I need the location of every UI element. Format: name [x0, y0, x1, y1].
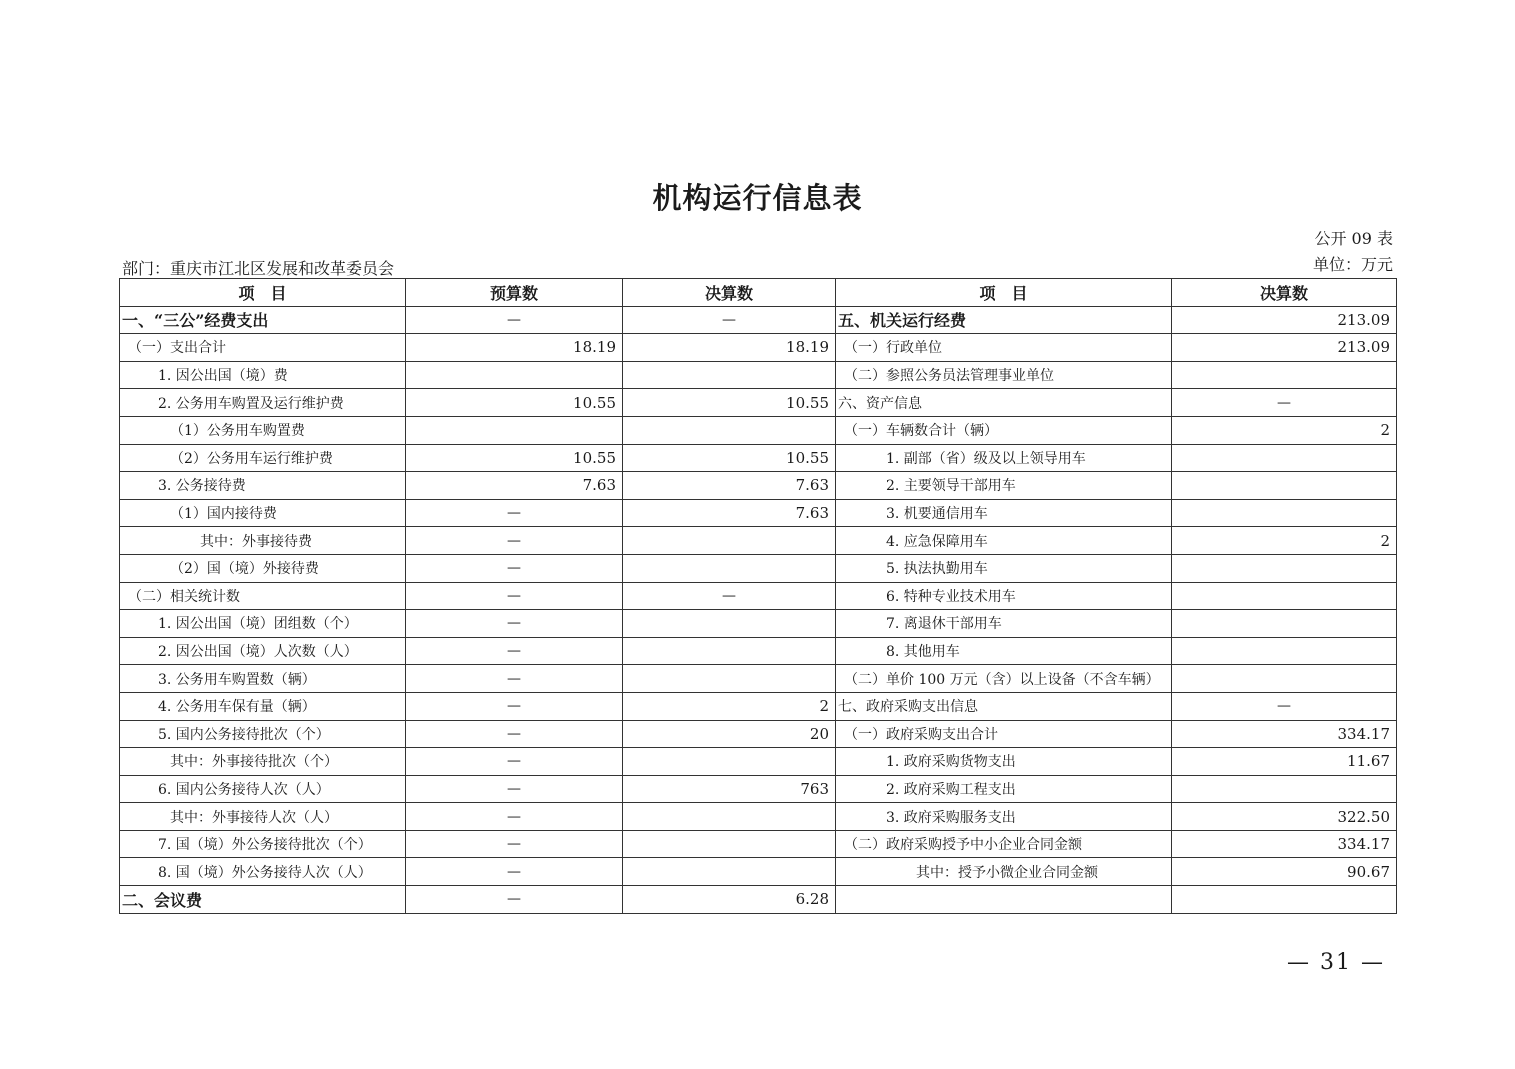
table-row: [120, 554, 1397, 582]
right-item-name: [836, 886, 1172, 914]
right-final-value: [1172, 610, 1397, 638]
right-item-name: 3. 机要通信用车: [836, 499, 1172, 527]
table-row: [120, 582, 1397, 610]
table-row: [120, 692, 1397, 720]
table-row: [120, 637, 1397, 665]
right-final-value: [1172, 499, 1397, 527]
table-row: [120, 610, 1397, 638]
left-item-name: 1. 因公出国（境）费: [120, 361, 406, 389]
left-final-value: [623, 748, 836, 776]
right-final-value: [1172, 582, 1397, 610]
left-final-value: [623, 858, 836, 886]
left-final-value: 10.55: [623, 389, 836, 417]
right-final-value: —: [1172, 389, 1397, 417]
right-final-value: [1172, 554, 1397, 582]
right-item-name: （二）参照公务员法管理事业单位: [836, 361, 1172, 389]
header-budget: 预算数: [406, 279, 623, 307]
right-final-value: 334.17: [1172, 830, 1397, 858]
table-row: [120, 720, 1397, 748]
left-final-value: [623, 803, 836, 831]
table-row: [120, 665, 1397, 693]
left-budget-value: —: [406, 775, 623, 803]
left-item-name: 2. 因公出国（境）人次数（人）: [120, 637, 406, 665]
left-budget-value: —: [406, 306, 623, 334]
right-final-value: [1172, 472, 1397, 500]
left-final-value: [623, 637, 836, 665]
right-final-value: [1172, 444, 1397, 472]
left-budget-value: —: [406, 748, 623, 776]
right-final-value: 322.50: [1172, 803, 1397, 831]
left-budget-value: —: [406, 886, 623, 914]
right-final-value: 2: [1172, 416, 1397, 444]
right-item-name: （二）单价 100 万元（含）以上设备（不含车辆）: [836, 665, 1172, 693]
left-final-value: 10.55: [623, 444, 836, 472]
left-final-value: 2: [623, 692, 836, 720]
table-row: [120, 886, 1397, 914]
left-budget-value: —: [406, 803, 623, 831]
table-row: [120, 361, 1397, 389]
left-budget-value: —: [406, 637, 623, 665]
left-budget-value: —: [406, 499, 623, 527]
right-item-name: 5. 执法执勤用车: [836, 554, 1172, 582]
left-item-name: 5. 国内公务接待批次（个）: [120, 720, 406, 748]
right-item-name: 2. 主要领导干部用车: [836, 472, 1172, 500]
left-item-name: （一）支出合计: [120, 334, 406, 362]
left-item-name: 6. 国内公务接待人次（人）: [120, 775, 406, 803]
right-final-value: 334.17: [1172, 720, 1397, 748]
right-item-name: 五、机关运行经费: [836, 306, 1172, 334]
right-final-value: [1172, 665, 1397, 693]
left-item-name: 2. 公务用车购置及运行维护费: [120, 389, 406, 417]
left-item-name: 3. 公务用车购置数（辆）: [120, 665, 406, 693]
left-budget-value: —: [406, 665, 623, 693]
right-final-value: 213.09: [1172, 306, 1397, 334]
right-item-name: 3. 政府采购服务支出: [836, 803, 1172, 831]
right-item-name: （一）行政单位: [836, 334, 1172, 362]
left-final-value: 20: [623, 720, 836, 748]
table-row: [120, 444, 1397, 472]
table-row: [120, 830, 1397, 858]
right-item-name: 1. 副部（省）级及以上领导用车: [836, 444, 1172, 472]
left-budget-value: —: [406, 610, 623, 638]
header-item-left: 项 目: [120, 279, 406, 307]
header-final-left: 决算数: [623, 279, 836, 307]
left-item-name: 3. 公务接待费: [120, 472, 406, 500]
right-item-name: （二）政府采购授予中小企业合同金额: [836, 830, 1172, 858]
left-final-value: [623, 665, 836, 693]
table-row: [120, 748, 1397, 776]
left-final-value: 7.63: [623, 472, 836, 500]
page-number: — 31 —: [1287, 950, 1385, 975]
left-item-name: （1）国内接待费: [120, 499, 406, 527]
table-row: [120, 472, 1397, 500]
table-row: [120, 499, 1397, 527]
right-item-name: 其中：授予小微企业合同金额: [836, 858, 1172, 886]
right-item-name: （一）车辆数合计（辆）: [836, 416, 1172, 444]
left-budget-value: [406, 416, 623, 444]
left-item-name: 8. 国（境）外公务接待人次（人）: [120, 858, 406, 886]
left-item-name: （二）相关统计数: [120, 582, 406, 610]
left-item-name: 1. 因公出国（境）团组数（个）: [120, 610, 406, 638]
right-item-name: 7. 离退休干部用车: [836, 610, 1172, 638]
left-budget-value: —: [406, 858, 623, 886]
left-item-name: 其中：外事接待批次（个）: [120, 748, 406, 776]
department-label: 部门：重庆市江北区发展和改革委员会: [122, 259, 395, 278]
table-row: [120, 527, 1397, 555]
left-budget-value: —: [406, 692, 623, 720]
left-item-name: 一、“三公”经费支出: [120, 306, 406, 334]
left-final-value: 763: [623, 775, 836, 803]
form-number: 公开 09 表: [1314, 229, 1393, 248]
left-budget-value: —: [406, 527, 623, 555]
right-item-name: 8. 其他用车: [836, 637, 1172, 665]
table-row: [120, 389, 1397, 417]
left-item-name: （2）国（境）外接待费: [120, 554, 406, 582]
table-row: [120, 858, 1397, 886]
left-item-name: 其中：外事接待费: [120, 527, 406, 555]
unit-label: 单位：万元: [1312, 255, 1393, 274]
left-budget-value: —: [406, 554, 623, 582]
left-final-value: —: [623, 582, 836, 610]
table-row: [120, 306, 1397, 334]
header-item-right: 项 目: [836, 279, 1172, 307]
page-title: 机构运行信息表: [652, 181, 863, 215]
right-final-value: [1172, 775, 1397, 803]
right-final-value: 90.67: [1172, 858, 1397, 886]
right-final-value: [1172, 637, 1397, 665]
right-item-name: 6. 特种专业技术用车: [836, 582, 1172, 610]
left-item-name: （2）公务用车运行维护费: [120, 444, 406, 472]
right-item-name: （一）政府采购支出合计: [836, 720, 1172, 748]
left-final-value: [623, 830, 836, 858]
right-final-value: [1172, 886, 1397, 914]
left-final-value: [623, 554, 836, 582]
left-budget-value: —: [406, 582, 623, 610]
table-header-row: [120, 279, 1397, 307]
right-item-name: 1. 政府采购货物支出: [836, 748, 1172, 776]
info-table: [119, 278, 1397, 914]
left-budget-value: [406, 361, 623, 389]
left-final-value: 7.63: [623, 499, 836, 527]
left-item-name: 其中：外事接待人次（人）: [120, 803, 406, 831]
header-final-right: 决算数: [1172, 279, 1397, 307]
right-item-name: 4. 应急保障用车: [836, 527, 1172, 555]
table-row: [120, 334, 1397, 362]
left-item-name: 7. 国（境）外公务接待批次（个）: [120, 830, 406, 858]
right-final-value: 2: [1172, 527, 1397, 555]
left-final-value: 6.28: [623, 886, 836, 914]
right-item-name: 七、政府采购支出信息: [836, 692, 1172, 720]
left-budget-value: 7.63: [406, 472, 623, 500]
left-item-name: 二、会议费: [120, 886, 406, 914]
left-budget-value: 18.19: [406, 334, 623, 362]
right-item-name: 2. 政府采购工程支出: [836, 775, 1172, 803]
left-budget-value: —: [406, 720, 623, 748]
right-final-value: —: [1172, 692, 1397, 720]
table-row: [120, 803, 1397, 831]
table-row: [120, 416, 1397, 444]
table-row: [120, 775, 1397, 803]
left-final-value: [623, 527, 836, 555]
left-final-value: 18.19: [623, 334, 836, 362]
right-final-value: 213.09: [1172, 334, 1397, 362]
left-item-name: 4. 公务用车保有量（辆）: [120, 692, 406, 720]
right-final-value: [1172, 361, 1397, 389]
left-budget-value: 10.55: [406, 389, 623, 417]
left-final-value: —: [623, 306, 836, 334]
left-budget-value: 10.55: [406, 444, 623, 472]
right-item-name: 六、资产信息: [836, 389, 1172, 417]
left-final-value: [623, 610, 836, 638]
right-final-value: 11.67: [1172, 748, 1397, 776]
left-item-name: （1）公务用车购置费: [120, 416, 406, 444]
left-final-value: [623, 361, 836, 389]
left-budget-value: —: [406, 830, 623, 858]
table-body: [120, 306, 1397, 913]
left-final-value: [623, 416, 836, 444]
